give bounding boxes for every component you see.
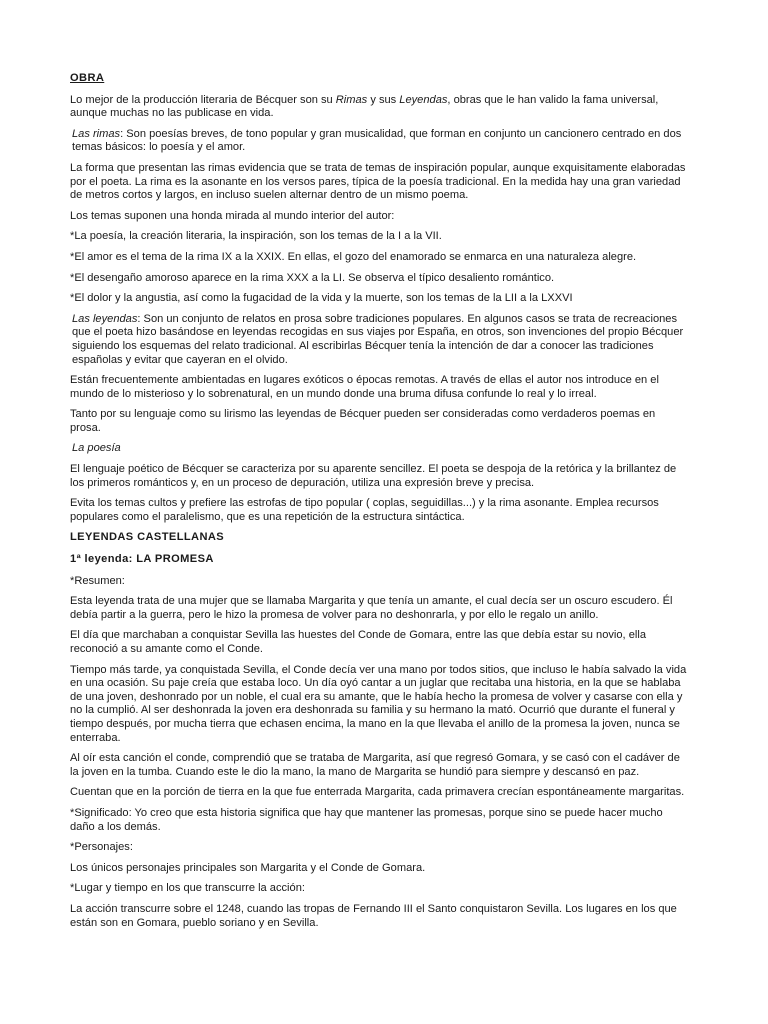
paragraph-lenguaje: El lenguaje poético de Bécquer se caracteriza por su aparente sencillez. El poeta se despoja de la retórica y la brillantez de los primeros románticos y, en un proceso de depuración, utiliza una expresión breve y precisa. — [70, 463, 677, 489]
list-item-tema: *La poesía, la creación literaria, la inspiración, son los temas de la I a la VII. — [70, 230, 442, 243]
paragraph-ambientadas: Están frecuentemente ambientadas en lugares exóticos o épocas remotas. A través de ellas el autor nos introduce en el mundo de lo misterioso y lo sobrenatural, en un mundo donde una bruma difusa confunde lo real y lo irreal. — [70, 374, 659, 400]
paragraph-significado: *Significado: Yo creo que esta historia significa que hay que mantener las promesas, porque sino se puede hacer mucho daño a los demás. — [70, 806, 663, 833]
paragraph-resumen: Esta leyenda trata de una mujer que se llamaba Margarita y que tenía un amante, el cual decía ser un oscuro escudero. Él debía partir a la guerra, pero le hizo la promesa de volver para no deshonrarla, y por ello le regalo un anillo. — [70, 595, 673, 621]
label-las-rimas: Las rimas — [72, 127, 121, 140]
paragraph-rimas: Las rimas: Son poesías breves, de tono popular y gran musicalidad, que forman en conjunto un cancionero centrado en dos temas básicos: lo poesía y el amor. — [72, 127, 682, 154]
paragraph-resumen: Al oír esta canción el conde, comprendió que se trataba de Margarita, así que regresó Gomara, y se casó con el cadáver de la joven en la tumba. Cuando este le dio la mano, la mano de Margarita se hundió para siempre y descansó en paz. — [70, 752, 680, 778]
label-las-leyendas: Las leyendas — [72, 312, 138, 325]
paragraph-personajes: Los únicos personajes principales son Margarita y el Conde de Gomara. — [70, 861, 426, 874]
paragraph-resumen: Tiempo más tarde, ya conquistada Sevilla, el Conde decía ver una mano por todos sitios, que incluso le había salvado la vida en una ocasión. Su paje creía que estaba loco. Un día oyó cantar a un juglar que recitaba una historia, en la que se hablaba de una joven, deshonrado por un noble, el cual era su amante, que le había hecho la promesa de volver y casarse con ella y no la cumplió. Al ser deshonrada la joven era deshonrada su familia y su hermano la mató. Ocurrió que durante el funeral y tiempo después, por mucha tierra que echasen encima, la mano en la que llevaba el anillo de la promesa la joven, nunca se enterraba. — [70, 663, 687, 744]
subheading-la-promesa: 1ª leyenda: LA PROMESA — [70, 553, 214, 566]
label-resumen: *Resumen: — [70, 574, 125, 587]
section-heading-leyendas-castellanas: LEYENDAS CASTELLANAS — [70, 531, 225, 544]
paragraph-resumen: Cuentan que en la porción de tierra en la que fue enterrada Margarita, cada primavera crecían espontáneamente margaritas. — [70, 786, 685, 799]
paragraph-lugar-tiempo: La acción transcurre sobre el 1248, cuando las tropas de Fernando III el Santo conquistaron Sevilla. Los lugares en los que están son en Gomara, pueblo soriano y en Sevilla. — [70, 902, 677, 929]
paragraph-resumen: El día que marchaban a conquistar Sevilla las huestes del Conde de Gomara, entre las que debía estar su novio, ella reconoció a su amante como el Conde. — [70, 629, 646, 655]
section-heading-obra: OBRA — [70, 72, 105, 84]
list-item-tema: *El dolor y la angustia, así como la fugacidad de la vida y la muerte, son los temas de la LII a la LXXVI — [70, 292, 573, 305]
paragraph-lirismo: Tanto por su lenguaje como su lirismo las leyendas de Bécquer pueden ser consideradas como verdaderos poemas en prosa. — [70, 408, 656, 434]
paragraph-leyendas: Las leyendas: Son un conjunto de relatos en prosa sobre tradiciones populares. En algunos casos se trata de recreaciones que el poeta hizo basándose en leyendas recogidas en sus viajes por España, en otros, son invenciones del propio Bécquer siguiendo los esquemas del relato tradicional. Al escribirlas Bécquer tenía la intención de dar a conocer las tradiciones españolas y evitar que cayeran en el olvido. — [72, 312, 684, 366]
paragraph-temas-intro: Los temas suponen una honda mirada al mundo interior del autor: — [70, 209, 395, 222]
list-item-tema: *El desengaño amoroso aparece en la rima XXX a la LI. Se observa el típico desaliento romántico. — [70, 271, 555, 284]
paragraph-temas-cultos: Evita los temas cultos y prefiere las estrofas de tipo popular ( coplas, seguidillas...) y la rima asonante. Emplea recursos populares como el paralelismo, que es una repetición de la estructura sintáctica. — [70, 497, 659, 523]
paragraph-intro: Lo mejor de la producción literaria de Bécquer son su Rimas y sus Leyendas, obras que le han valido la fama universal, aunque muchas no las publicase en vida. — [70, 93, 659, 120]
paragraph-forma: La forma que presentan las rimas evidencia que se trata de temas de inspiración popular, aunque exquisitamente elaboradas por el poeta. La rima es la asonante en los versos pares, típica de la poesía tradicional. En la medida hay una gran variedad de metros cortos y largos, en incluso suelen alternar dentro de un mismo poema. — [70, 161, 686, 202]
label-la-poesia: La poesía — [72, 442, 121, 455]
title-leyendas: Leyendas — [399, 93, 448, 106]
label-personajes: *Personajes: — [70, 841, 133, 854]
label-lugar-tiempo: *Lugar y tiempo en los que transcurre la acción: — [70, 882, 305, 895]
list-item-tema: *El amor es el tema de la rima IX a la XXIX. En ellas, el gozo del enamorado se enmarca en una naturaleza alegre. — [70, 250, 637, 263]
title-rimas: Rimas — [335, 93, 368, 106]
